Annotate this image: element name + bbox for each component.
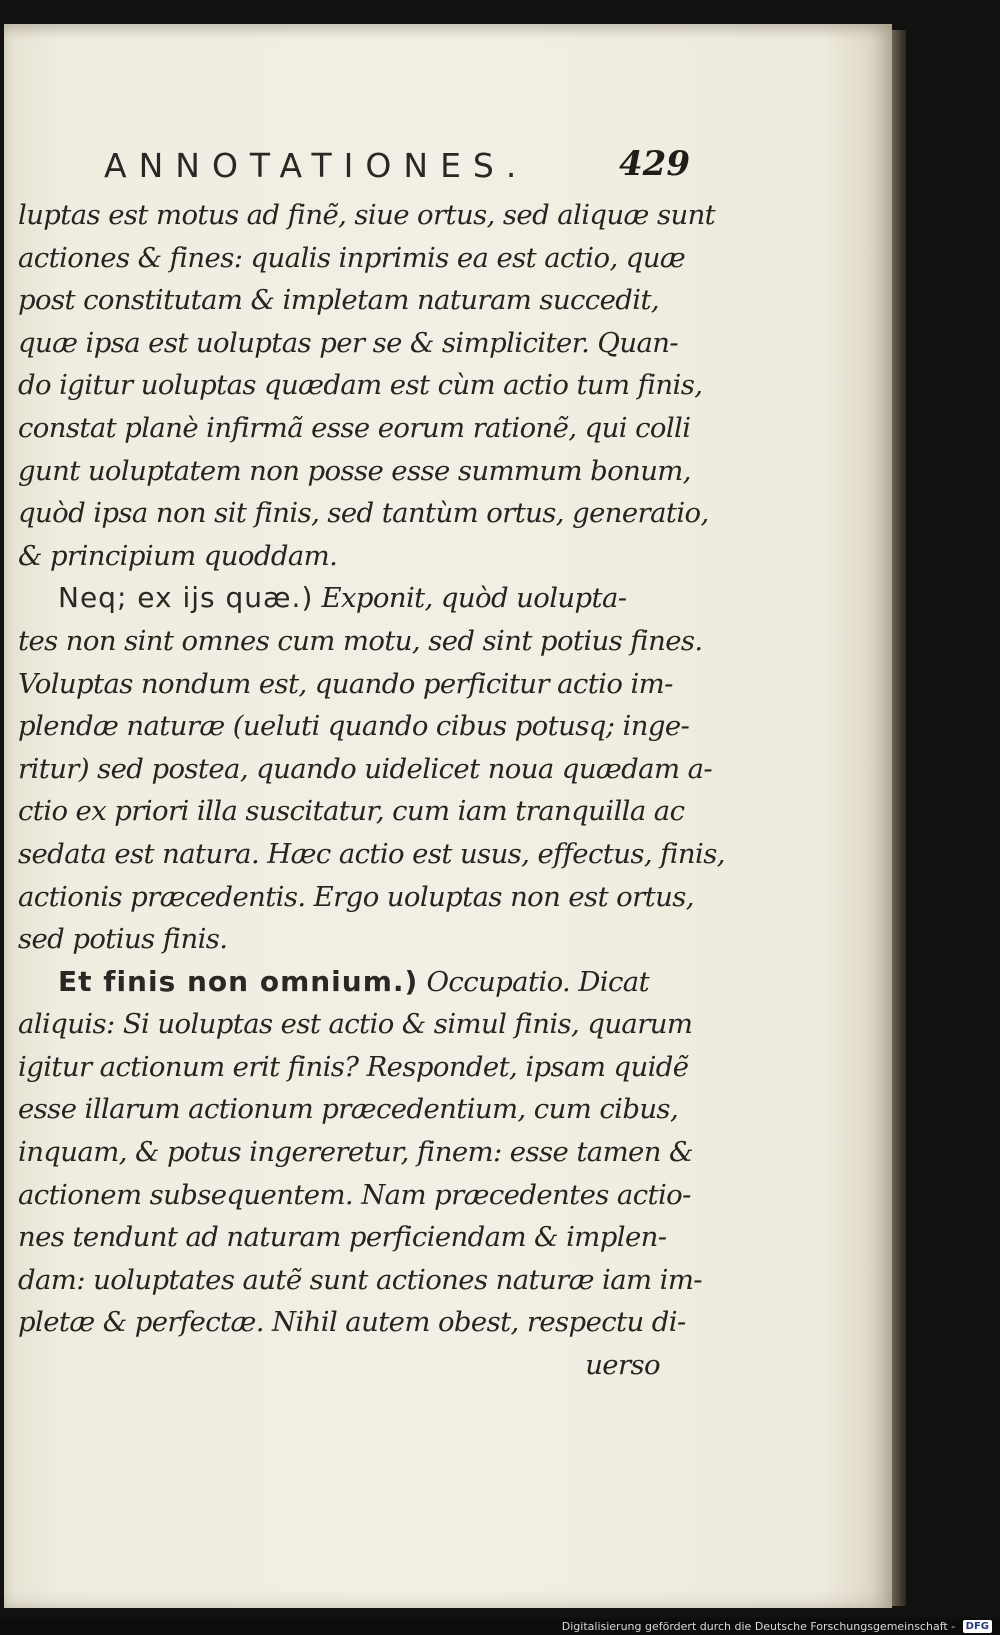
page-edge-shadow: [892, 30, 906, 1606]
text-line: actionis præcedentis. Ergo uoluptas non est ortus,: [18, 880, 694, 913]
text-line: esse illarum actionum præcedentium, cum cibus,: [18, 1093, 679, 1126]
text-line: gunt uoluptatem non posse esse summum bonum,: [18, 454, 691, 487]
text-line: nes tendunt ad naturam perficiendam & implen-: [18, 1221, 667, 1254]
text-line: quæ ipsa est uoluptas per se & simpliciter. Quan-: [18, 326, 679, 359]
digitization-credit: [562, 1620, 992, 1634]
text-line: luptas est motus ad finẽ, siue ortus, sed aliquæ sunt: [18, 199, 716, 231]
body-text: [18, 194, 725, 1387]
running-head: ANNOTATIONES.: [104, 146, 529, 185]
page-number: 429: [619, 144, 690, 184]
text-line: actionem subsequentem. Nam præcedentes actio-: [18, 1178, 691, 1211]
catchword: uerso: [585, 1349, 660, 1382]
text-line: post constitutam & impletam naturam succedit,: [18, 284, 660, 317]
text-line: sedata est natura. Hæc actio est usus, effectus, finis,: [18, 837, 725, 870]
text-line: sed potius finis.: [18, 923, 228, 956]
text-fragment: Occupatio. Dicat: [426, 965, 650, 998]
text-line: quòd ipsa non sit finis, sed tantùm ortus, generatio,: [18, 497, 709, 530]
text-line: igitur actionum erit finis? Respondet, ipsam quidẽ: [18, 1050, 689, 1083]
text-line: dam: uoluptates autẽ sunt actiones naturæ iam im-: [18, 1263, 703, 1296]
text-line: ctio ex priori illa suscitatur, cum iam tranquilla ac: [18, 795, 685, 828]
dfg-logo: DFG: [963, 1620, 992, 1633]
text-line: actiones & fines: qualis inprimis ea est actio, quæ: [18, 241, 686, 274]
text-fragment: Exponit, quòd uolupta-: [321, 582, 627, 615]
paragraph-first-line: [18, 577, 698, 620]
text-line: & principium quoddam.: [18, 539, 338, 572]
text-line: aliquis: Si uoluptas est actio & simul finis, quarum: [18, 1008, 693, 1041]
text-line: ritur) sed postea, quando uidelicet noua quædam a-: [18, 752, 713, 785]
text-line: inquam, & potus ingereretur, finem: esse tamen &: [18, 1136, 693, 1169]
text-line: tes non sint omnes cum motu, sed sint potius fines.: [18, 624, 703, 657]
text-line: Voluptas nondum est, quando perficitur actio im-: [18, 667, 673, 700]
credit-text: Digitalisierung gefördert durch die Deutsche Forschungsgemeinschaft -: [561, 1619, 956, 1633]
text-line: plendæ naturæ (ueluti quando cibus potusq; inge-: [18, 710, 690, 743]
text-line: constat planè infirmã esse eorum rationẽ, qui colli: [18, 411, 691, 444]
page-header: [100, 146, 690, 196]
text-line: do igitur uoluptas quædam est cùm actio tum finis,: [18, 369, 703, 402]
text-line: pletæ & perfectæ. Nihil autem obest, respectu di-: [18, 1306, 686, 1339]
lemma-heading: Et finis non omnium.): [58, 964, 419, 998]
paragraph-first-line: [18, 961, 698, 1004]
lemma-heading: Neq; ex ijs quæ.): [58, 581, 314, 615]
